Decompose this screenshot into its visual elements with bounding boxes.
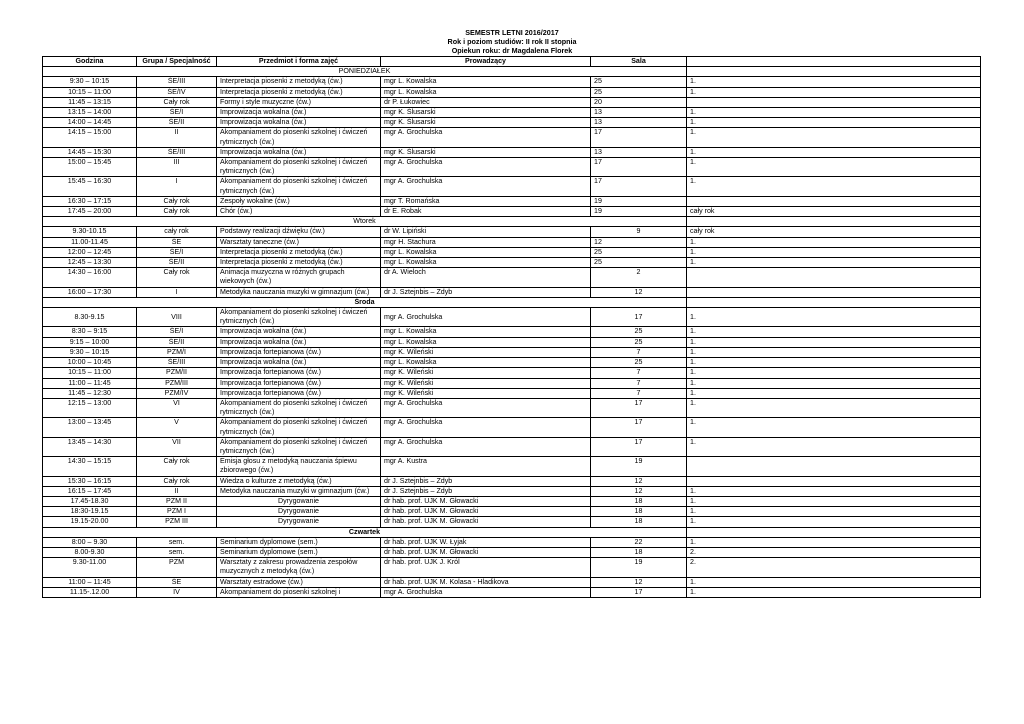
time-cell: 17.45-18.30 (43, 496, 137, 506)
teacher-cell: mgr K. Ślusarski (381, 147, 591, 157)
group-cell: IV (137, 587, 217, 597)
group-cell: ŚE/I (137, 327, 217, 337)
time-cell: 12:15 – 13:00 (43, 398, 137, 417)
table-row (43, 237, 981, 247)
subject-cell: Akompaniament do piosenki szkolnej i ćwiczeń rytmicznych (ćw.) (217, 177, 381, 196)
subject-cell: Improwizacja fortepianowa (ćw.) (217, 368, 381, 378)
extra-cell: 1. (687, 177, 981, 196)
extra-cell: 1. (687, 368, 981, 378)
room-cell: 13 (591, 118, 687, 128)
subject-cell: Warsztaty estradowe (ćw.) (217, 577, 381, 587)
extra-cell: 1. (687, 577, 981, 587)
extra-cell: 1. (687, 158, 981, 177)
subject-cell: Dyrygowanie (217, 517, 381, 527)
time-cell: 10:15 – 11:00 (43, 87, 137, 97)
table-row (43, 486, 981, 496)
room-cell: 17 (591, 177, 687, 196)
room-cell: 12 (591, 577, 687, 587)
subject-cell: Akompaniament do piosenki szkolnej i (217, 587, 381, 597)
time-cell: 12:00 – 12:45 (43, 247, 137, 257)
day-header-row (43, 67, 981, 77)
day-extra-cell (687, 297, 981, 307)
teacher-cell: mgr L. Kowalska (381, 358, 591, 368)
table-row (43, 558, 981, 577)
room-cell: 25 (591, 247, 687, 257)
time-cell: 8.30-9.15 (43, 308, 137, 327)
room-cell: 19 (591, 558, 687, 577)
group-cell: PZM/IV (137, 388, 217, 398)
time-cell: 9:30 – 10:15 (43, 347, 137, 357)
time-cell: 11:00 – 11:45 (43, 378, 137, 388)
group-cell: II (137, 486, 217, 496)
extra-cell: 1. (687, 496, 981, 506)
day-name: PONIEDZIAŁEK (43, 67, 687, 77)
room-cell: 12 (591, 237, 687, 247)
group-cell: ŚE/II (137, 337, 217, 347)
day-name: Czwartek (43, 527, 687, 537)
time-cell: 14:30 – 16:00 (43, 268, 137, 287)
room-cell: 7 (591, 378, 687, 388)
teacher-cell: mgr L. Kowalska (381, 337, 591, 347)
extra-cell: 1. (687, 347, 981, 357)
extra-cell: 2. (687, 547, 981, 557)
subject-cell: Akompaniament do piosenki szkolnej i ćwiczeń rytmicznych (ćw.) (217, 128, 381, 147)
room-cell: 19 (591, 196, 687, 206)
extra-cell: 1. (687, 258, 981, 268)
room-cell: 13 (591, 147, 687, 157)
subject-cell: Warsztaty z zakresu prowadzenia zespołów muzycznych z metodyką (ćw.) (217, 558, 381, 577)
subject-cell: Akompaniament do piosenki szkolnej i ćwiczeń rytmicznych (ćw.) (217, 418, 381, 437)
group-cell: PZM/II (137, 368, 217, 378)
room-cell: 12 (591, 476, 687, 486)
extra-cell (687, 196, 981, 206)
group-cell: Cały rok (137, 476, 217, 486)
day-header-row (43, 217, 981, 227)
column-header-subject: Przedmiot i forma zajęć (217, 57, 381, 67)
teacher-cell: dr hab. prof. UJK M. Głowacki (381, 547, 591, 557)
subject-cell: Improwizacja wokalna (ćw.) (217, 327, 381, 337)
subject-cell: Metodyka nauczania muzyki w gimnazjum (ćw.) (217, 287, 381, 297)
day-extra-cell (687, 67, 981, 77)
table-row (43, 247, 981, 257)
time-cell: 16:00 – 17:30 (43, 287, 137, 297)
group-cell: Cały rok (137, 457, 217, 476)
table-row (43, 418, 981, 437)
time-cell: 13:45 – 14:30 (43, 437, 137, 456)
table-header-row (43, 57, 981, 67)
group-cell: PZM/I (137, 347, 217, 357)
room-cell: 25 (591, 258, 687, 268)
time-cell: 8:30 – 9:15 (43, 327, 137, 337)
group-cell: ŚE/II (137, 258, 217, 268)
teacher-cell: mgr K. Wileński (381, 378, 591, 388)
room-cell: 18 (591, 496, 687, 506)
day-extra-cell (687, 527, 981, 537)
group-cell: sem. (137, 537, 217, 547)
group-cell: PZM I (137, 507, 217, 517)
teacher-cell: mgr L. Kowalska (381, 87, 591, 97)
teacher-cell: mgr K. Ślusarski (381, 118, 591, 128)
time-cell: 13:00 – 13:45 (43, 418, 137, 437)
extra-cell: 1. (687, 118, 981, 128)
subject-cell: Akompaniament do piosenki szkolnej i ćwiczeń rytmicznych (ćw.) (217, 398, 381, 417)
day-header-row (43, 527, 981, 537)
room-cell: 12 (591, 287, 687, 297)
subject-cell: Improwizacja wokalna (ćw.) (217, 118, 381, 128)
teacher-cell: mgr A. Grochulska (381, 437, 591, 456)
subject-cell: Akompaniament do piosenki szkolnej i ćwiczeń rytmicznych (ćw.) (217, 308, 381, 327)
teacher-cell: mgr K. Wileński (381, 368, 591, 378)
table-row (43, 97, 981, 107)
table-row (43, 227, 981, 237)
subject-cell: Interpretacja piosenki z metodyką (ćw.) (217, 87, 381, 97)
group-cell: ŚE (137, 237, 217, 247)
subject-cell: Interpretacja piosenki z metodyką (ćw.) (217, 77, 381, 87)
subject-cell: Improwizacja fortepianowa (ćw.) (217, 388, 381, 398)
room-cell: 17 (591, 158, 687, 177)
extra-cell: 1. (687, 537, 981, 547)
table-row (43, 507, 981, 517)
group-cell: ŚE/I (137, 247, 217, 257)
table-row (43, 147, 981, 157)
column-header-room: Sala (591, 57, 687, 67)
teacher-cell: mgr A. Grochulska (381, 418, 591, 437)
room-cell: 12 (591, 486, 687, 496)
table-row (43, 457, 981, 476)
teacher-cell: mgr K. Ślusarski (381, 108, 591, 118)
extra-cell: 1. (687, 308, 981, 327)
table-row (43, 258, 981, 268)
room-cell: 2 (591, 268, 687, 287)
table-row (43, 108, 981, 118)
teacher-cell: mgr A. Kustra (381, 457, 591, 476)
subject-cell: Improwizacja fortepianowa (ćw.) (217, 347, 381, 357)
time-cell: 10:00 – 10:45 (43, 358, 137, 368)
extra-cell: 1. (687, 77, 981, 87)
subject-cell: Podstawy realizacji dźwięku (ćw.) (217, 227, 381, 237)
teacher-cell: dr hab. prof. UJK M. Głowacki (381, 496, 591, 506)
extra-cell (687, 457, 981, 476)
extra-cell: 1. (687, 108, 981, 118)
group-cell: Cały rok (137, 207, 217, 217)
teacher-cell: dr hab. prof. UJK M. Głowacki (381, 507, 591, 517)
table-row (43, 547, 981, 557)
subject-cell: Improwizacja wokalna (ćw.) (217, 108, 381, 118)
document-title: SEMESTR LETNI 2016/2017 (465, 28, 559, 37)
time-cell: 16:30 – 17:15 (43, 196, 137, 206)
subject-cell: Interpretacja piosenki z metodyką (ćw.) (217, 258, 381, 268)
table-row (43, 128, 981, 147)
teacher-cell: mgr A. Grochulska (381, 398, 591, 417)
table-row (43, 207, 981, 217)
room-cell: 17 (591, 418, 687, 437)
schedule-body (43, 67, 981, 598)
teacher-cell: dr A. Wieloch (381, 268, 591, 287)
day-header-row (43, 297, 981, 307)
table-row (43, 537, 981, 547)
teacher-cell: mgr L. Kowalska (381, 327, 591, 337)
extra-cell: 1. (687, 398, 981, 417)
subject-cell: Animacja muzyczna w różnych grupach wiekowych (ćw.) (217, 268, 381, 287)
room-cell: 19 (591, 207, 687, 217)
time-cell: 13:15 – 14:00 (43, 108, 137, 118)
group-cell: PZM II (137, 496, 217, 506)
table-row (43, 437, 981, 456)
subject-cell: Seminarium dyplomowe (sem.) (217, 547, 381, 557)
time-cell: 11.00-11.45 (43, 237, 137, 247)
extra-cell: 1. (687, 437, 981, 456)
group-cell: Cały rok (137, 97, 217, 107)
table-row (43, 177, 981, 196)
table-row (43, 368, 981, 378)
subject-cell: Akompaniament do piosenki szkolnej i ćwiczeń rytmicznych (ćw.) (217, 158, 381, 177)
column-header-time: Godzina (43, 57, 137, 67)
room-cell: 17 (591, 398, 687, 417)
group-cell: ŚE/III (137, 358, 217, 368)
table-row (43, 337, 981, 347)
extra-cell: 1. (687, 378, 981, 388)
subject-cell: Dyrygowanie (217, 496, 381, 506)
time-cell: 14:45 – 15:30 (43, 147, 137, 157)
group-cell: ŚE/III (137, 77, 217, 87)
room-cell: 25 (591, 358, 687, 368)
room-cell: 7 (591, 347, 687, 357)
extra-cell: 1. (687, 388, 981, 398)
table-row (43, 388, 981, 398)
teacher-cell: dr J. Sztejnbis – Zdyb (381, 287, 591, 297)
time-cell: 16:15 – 17:45 (43, 486, 137, 496)
group-cell: VII (137, 437, 217, 456)
time-cell: 11:45 – 12:30 (43, 388, 137, 398)
time-cell: 9.30-10.15 (43, 227, 137, 237)
teacher-cell: mgr A. Grochulska (381, 158, 591, 177)
time-cell: 8.00-9.30 (43, 547, 137, 557)
room-cell: 9 (591, 227, 687, 237)
teacher-cell: dr hab. prof. UJK J. Król (381, 558, 591, 577)
extra-cell: 1. (687, 517, 981, 527)
group-cell: PZM/III (137, 378, 217, 388)
subject-cell: Improwizacja wokalna (ćw.) (217, 337, 381, 347)
table-row (43, 577, 981, 587)
group-cell: ŚE (137, 577, 217, 587)
day-name: Wtorek (43, 217, 687, 227)
group-cell: VI (137, 398, 217, 417)
teacher-cell: mgr A. Grochulska (381, 128, 591, 147)
teacher-cell: dr E. Robak (381, 207, 591, 217)
group-cell: V (137, 418, 217, 437)
time-cell: 15:00 – 15:45 (43, 158, 137, 177)
subject-cell: Improwizacja wokalna (ćw.) (217, 358, 381, 368)
time-cell: 15:45 – 16:30 (43, 177, 137, 196)
room-cell: 22 (591, 537, 687, 547)
subject-cell: Wiedza o kulturze z metodyką (ćw.) (217, 476, 381, 486)
extra-cell: cały rok (687, 227, 981, 237)
study-year-line: Rok i poziom studiów: II rok II stopnia (447, 37, 577, 46)
subject-cell: Interpretacja piosenki z metodyką (ćw.) (217, 247, 381, 257)
teacher-cell: dr P. Łukowiec (381, 97, 591, 107)
group-cell: III (137, 158, 217, 177)
year-supervisor-line: Opiekun roku: dr Magdalena Florek (451, 46, 573, 55)
column-header-group: Grupa / Specjalność (137, 57, 217, 67)
table-row (43, 287, 981, 297)
group-cell: ŚE/II (137, 118, 217, 128)
teacher-cell: mgr L. Kowalska (381, 258, 591, 268)
teacher-cell: mgr A. Grochulska (381, 177, 591, 196)
subject-cell: Seminarium dyplomowe (sem.) (217, 537, 381, 547)
room-cell: 20 (591, 97, 687, 107)
subject-cell: Akompaniament do piosenki szkolnej i ćwiczeń rytmicznych (ćw.) (217, 437, 381, 456)
subject-cell: Metodyka nauczania muzyki w gimnazjum (ćw.) (217, 486, 381, 496)
teacher-cell: mgr L. Kowalska (381, 77, 591, 87)
teacher-cell: dr hab. prof. UJK M. Kolasa - Hladikova (381, 577, 591, 587)
subject-cell: Warsztaty taneczne (ćw.) (217, 237, 381, 247)
table-row (43, 327, 981, 337)
room-cell: 17 (591, 587, 687, 597)
group-cell: VIII (137, 308, 217, 327)
time-cell: 14:00 – 14:45 (43, 118, 137, 128)
table-row (43, 378, 981, 388)
extra-cell: 1. (687, 337, 981, 347)
extra-cell: cały rok (687, 207, 981, 217)
subject-cell: Dyrygowanie (217, 507, 381, 517)
table-row (43, 87, 981, 97)
teacher-cell: dr hab. prof. UJK W. Łyjak (381, 537, 591, 547)
room-cell: 25 (591, 337, 687, 347)
table-row (43, 398, 981, 417)
room-cell: 25 (591, 327, 687, 337)
group-cell: ŚE/IV (137, 87, 217, 97)
table-row (43, 118, 981, 128)
time-cell: 9:30 – 10:15 (43, 77, 137, 87)
time-cell: 11.15-.12.00 (43, 587, 137, 597)
teacher-cell: mgr T. Romańska (381, 196, 591, 206)
table-row (43, 496, 981, 506)
extra-cell (687, 287, 981, 297)
extra-cell (687, 268, 981, 287)
group-cell: cały rok (137, 227, 217, 237)
room-cell: 19 (591, 457, 687, 476)
teacher-cell: mgr A. Grochulska (381, 587, 591, 597)
group-cell: ŚE/III (137, 147, 217, 157)
time-cell: 12:45 – 13:30 (43, 258, 137, 268)
time-cell: 18:30-19.15 (43, 507, 137, 517)
subject-cell: Improwizacja fortepianowa (ćw.) (217, 378, 381, 388)
extra-cell: 1. (687, 486, 981, 496)
subject-cell: Zespoły wokalne (ćw.) (217, 196, 381, 206)
extra-cell: 1. (687, 128, 981, 147)
day-name: Środa (43, 297, 687, 307)
time-cell: 10:15 – 11:00 (43, 368, 137, 378)
extra-cell: 1. (687, 358, 981, 368)
table-row (43, 158, 981, 177)
extra-cell: 1. (687, 237, 981, 247)
room-cell: 18 (591, 507, 687, 517)
extra-cell (687, 476, 981, 486)
time-cell: 11:00 – 11:45 (43, 577, 137, 587)
extra-cell: 1. (687, 327, 981, 337)
group-cell: sem. (137, 547, 217, 557)
teacher-cell: mgr K. Wileński (381, 388, 591, 398)
table-row (43, 476, 981, 486)
extra-cell: 1. (687, 507, 981, 517)
extra-cell (687, 97, 981, 107)
time-cell: 9.30-11.00 (43, 558, 137, 577)
group-cell: II (137, 128, 217, 147)
teacher-cell: dr J. Sztejnbis – Zdyb (381, 486, 591, 496)
room-cell: 17 (591, 308, 687, 327)
table-row (43, 196, 981, 206)
teacher-cell: mgr A. Grochulska (381, 308, 591, 327)
time-cell: 11:45 – 13:15 (43, 97, 137, 107)
extra-cell: 1. (687, 87, 981, 97)
subject-cell: Formy i style muzyczne (ćw.) (217, 97, 381, 107)
teacher-cell: mgr K. Wileński (381, 347, 591, 357)
subject-cell: Emisja głosu z metodyką nauczania śpiewu zbiorowego (ćw.) (217, 457, 381, 476)
subject-cell: Chór (ćw.) (217, 207, 381, 217)
group-cell: Cały rok (137, 196, 217, 206)
room-cell: 17 (591, 128, 687, 147)
room-cell: 7 (591, 388, 687, 398)
extra-cell: 1. (687, 247, 981, 257)
column-header-extra (687, 57, 981, 67)
time-cell: 17:45 – 20:00 (43, 207, 137, 217)
group-cell: I (137, 177, 217, 196)
room-cell: 25 (591, 87, 687, 97)
group-cell: Cały rok (137, 268, 217, 287)
teacher-cell: dr hab. prof. UJK M. Głowacki (381, 517, 591, 527)
group-cell: PZM (137, 558, 217, 577)
extra-cell: 2. (687, 558, 981, 577)
group-cell: I (137, 287, 217, 297)
subject-cell: Improwizacja wokalna (ćw.) (217, 147, 381, 157)
group-cell: ŚE/I (137, 108, 217, 118)
extra-cell: 1. (687, 587, 981, 597)
room-cell: 7 (591, 368, 687, 378)
teacher-cell: mgr L. Kowalska (381, 247, 591, 257)
table-row (43, 308, 981, 327)
column-header-teacher: Prowadzący (381, 57, 591, 67)
day-extra-cell (687, 217, 981, 227)
group-cell: PZM III (137, 517, 217, 527)
table-row (43, 517, 981, 527)
room-cell: 18 (591, 547, 687, 557)
room-cell: 25 (591, 77, 687, 87)
time-cell: 8:00 – 9.30 (43, 537, 137, 547)
time-cell: 9:15 – 10:00 (43, 337, 137, 347)
time-cell: 14:15 – 15:00 (43, 128, 137, 147)
room-cell: 18 (591, 517, 687, 527)
table-row (43, 268, 981, 287)
table-row (43, 358, 981, 368)
teacher-cell: mgr H. Stachura (381, 237, 591, 247)
table-row (43, 77, 981, 87)
teacher-cell: dr W. Lipiński (381, 227, 591, 237)
time-cell: 14:30 – 15:15 (43, 457, 137, 476)
extra-cell: 1. (687, 418, 981, 437)
time-cell: 19.15-20.00 (43, 517, 137, 527)
time-cell: 15:30 – 16:15 (43, 476, 137, 486)
room-cell: 17 (591, 437, 687, 456)
room-cell: 13 (591, 108, 687, 118)
table-row (43, 587, 981, 597)
teacher-cell: dr J. Sztejnbis – Zdyb (381, 476, 591, 486)
table-row (43, 347, 981, 357)
schedule-table (42, 56, 981, 598)
extra-cell: 1. (687, 147, 981, 157)
